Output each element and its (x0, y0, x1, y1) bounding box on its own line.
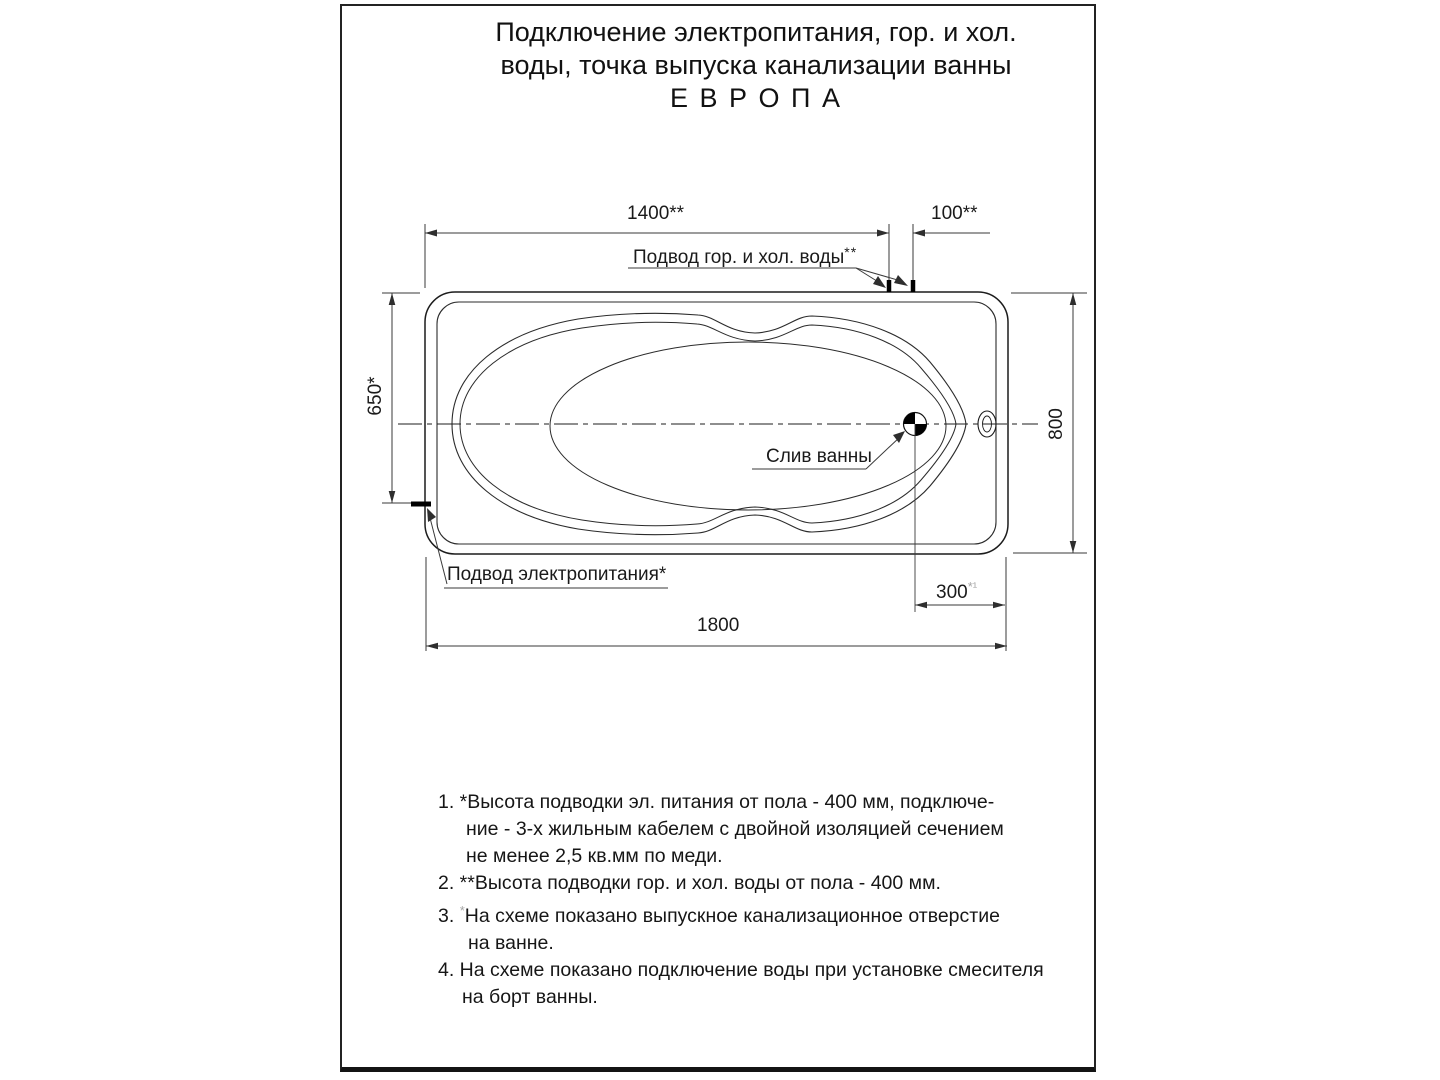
dim-300-footnote-mark: *¹ (967, 579, 978, 594)
note-3-footnote-mark: * (459, 903, 465, 918)
dim-1800-label: 1800 (697, 615, 740, 636)
note-4-line-1: 4. На схеме показано подключение воды при установке смесителя (438, 959, 1044, 981)
note-1-line-1: 1. *Высота подводки эл. питания от пола - 400 мм, подключе- (438, 791, 995, 813)
dim-100-label: 100** (931, 203, 978, 224)
note-1-line-2: ние - 3-х жильным кабелем с двойной изоляцией сечением (466, 818, 1004, 840)
note-4-line-2: на борт ванны. (462, 986, 598, 1008)
note-3-line-2: на ванне. (468, 932, 554, 954)
bathtub-outline (398, 292, 1038, 554)
water-supply-footnote-mark: ** (844, 244, 858, 260)
dim-1400-label: 1400** (627, 203, 685, 224)
dim-300-label: $300^{*^1}$ (936, 579, 978, 603)
dim-800-label: 800 (1046, 408, 1067, 440)
title-line-2: воды, точка выпуска канализации ванны (500, 50, 1012, 80)
note-2: 2. **Высота подводки гор. и хол. воды от пола - 400 мм. (438, 872, 941, 894)
drain-label: Слив ванны (766, 446, 872, 467)
water-supply-label: Подвод гор. и хол. воды** (633, 244, 858, 268)
power-supply-label: Подвод электропитания* (447, 564, 667, 585)
notes-list (438, 789, 1044, 1011)
dim-650-label: 650* (365, 376, 386, 416)
note-1-line-3: не менее 2,5 кв.мм по меди. (466, 845, 723, 867)
dimension-lines (382, 224, 1087, 651)
title-product-name: Е В Р О П А (670, 83, 842, 113)
title-line-1: Подключение электропитания, гор. и хол. (495, 17, 1017, 47)
note-3-line-1: 3. *На схеме показано выпускное канализационное отверстие (438, 903, 1000, 927)
